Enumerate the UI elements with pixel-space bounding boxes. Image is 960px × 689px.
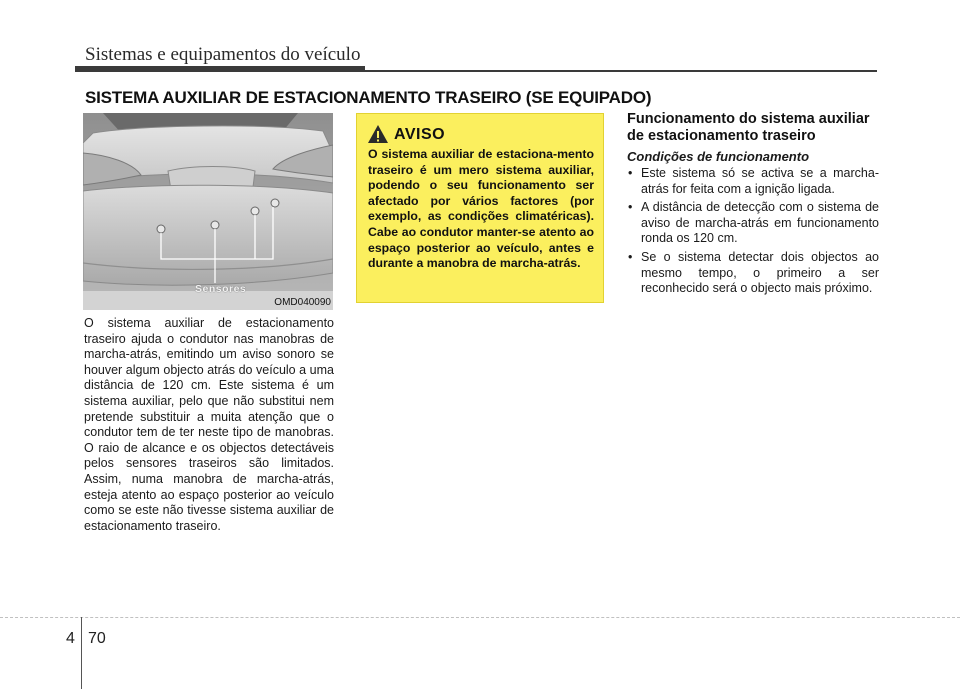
- warning-text: O sistema auxiliar de estaciona-mento traseiro é um mero sistema auxiliar, podendo o seu funcionamento ser afectado por vários factores (por exemplo, as condições climatéricas). Cabe ao condutor manter-se atento ao espaço posterior ao veículo, antes e durante a manobra de marcha-atrás.: [368, 147, 594, 271]
- running-header: Sistemas e equipamentos do veículo: [85, 44, 361, 65]
- warning-label: AVISO: [394, 126, 446, 143]
- bullet-dot: •: [628, 200, 633, 215]
- list-item-text: A distância de detecção com o sistema de aviso de marcha-atrás em funcionamento ronda os 120 cm.: [641, 200, 879, 246]
- warning-triangle-icon: [367, 124, 389, 144]
- sensor-callout-label: Sensores: [195, 283, 247, 295]
- section-title: SISTEMA AUXILIAR DE ESTACIONAMENTO TRASEIRO (SE EQUIPADO): [85, 88, 652, 107]
- bullet-dot: •: [628, 166, 633, 180]
- chapter-number: 4: [66, 630, 75, 647]
- footer-rule: [0, 617, 960, 618]
- bullet-dot: •: [628, 249, 633, 264]
- figure-code: OMD040090: [274, 297, 331, 308]
- car-rear-drawing: [83, 113, 333, 310]
- list-item: [627, 200, 879, 247]
- page-number-divider: [81, 617, 82, 689]
- list-item-text: Se o sistema detectar dois objectos ao mesmo tempo, o primeiro a ser reconhecido será o objecto mais próximo.: [641, 249, 879, 296]
- conditions-subtitle: Condições de funcionamento: [627, 149, 810, 164]
- intro-paragraph: O sistema auxiliar de estacionamento traseiro ajuda o condutor nas manobras de marcha-atrás, emitindo um aviso sonoro se houver algum objecto atrás do veículo a uma distância de 120 cm. Este sistema é um sistema auxiliar, pelo que não substitui nem pretende substituir a muita atenção que o condutor tem de ter neste tipo de manobras. O raio de alcance e os objectos detectáveis pelos sensores traseiros são limitados. Assim, numa manobra de marcha-atrás, esteja atento ao espaço posterior ao veículo como se este não tivesse sistema auxiliar de estacionamento traseiro.: [84, 316, 334, 533]
- car-rear-illustration: [83, 113, 333, 310]
- header-rule-thin: [365, 70, 877, 72]
- warning-box: [356, 113, 604, 303]
- page-number: 70: [88, 630, 106, 647]
- list-item: [627, 250, 879, 297]
- operation-title: Funcionamento do sistema auxiliar de estacionamento traseiro: [627, 111, 870, 144]
- header-rule-thick: [75, 66, 365, 72]
- list-item: [627, 166, 879, 197]
- list-item-text: Este sistema só se activa se a marcha-atrás for feita com a ignição ligada.: [641, 166, 879, 196]
- conditions-list: [627, 166, 879, 300]
